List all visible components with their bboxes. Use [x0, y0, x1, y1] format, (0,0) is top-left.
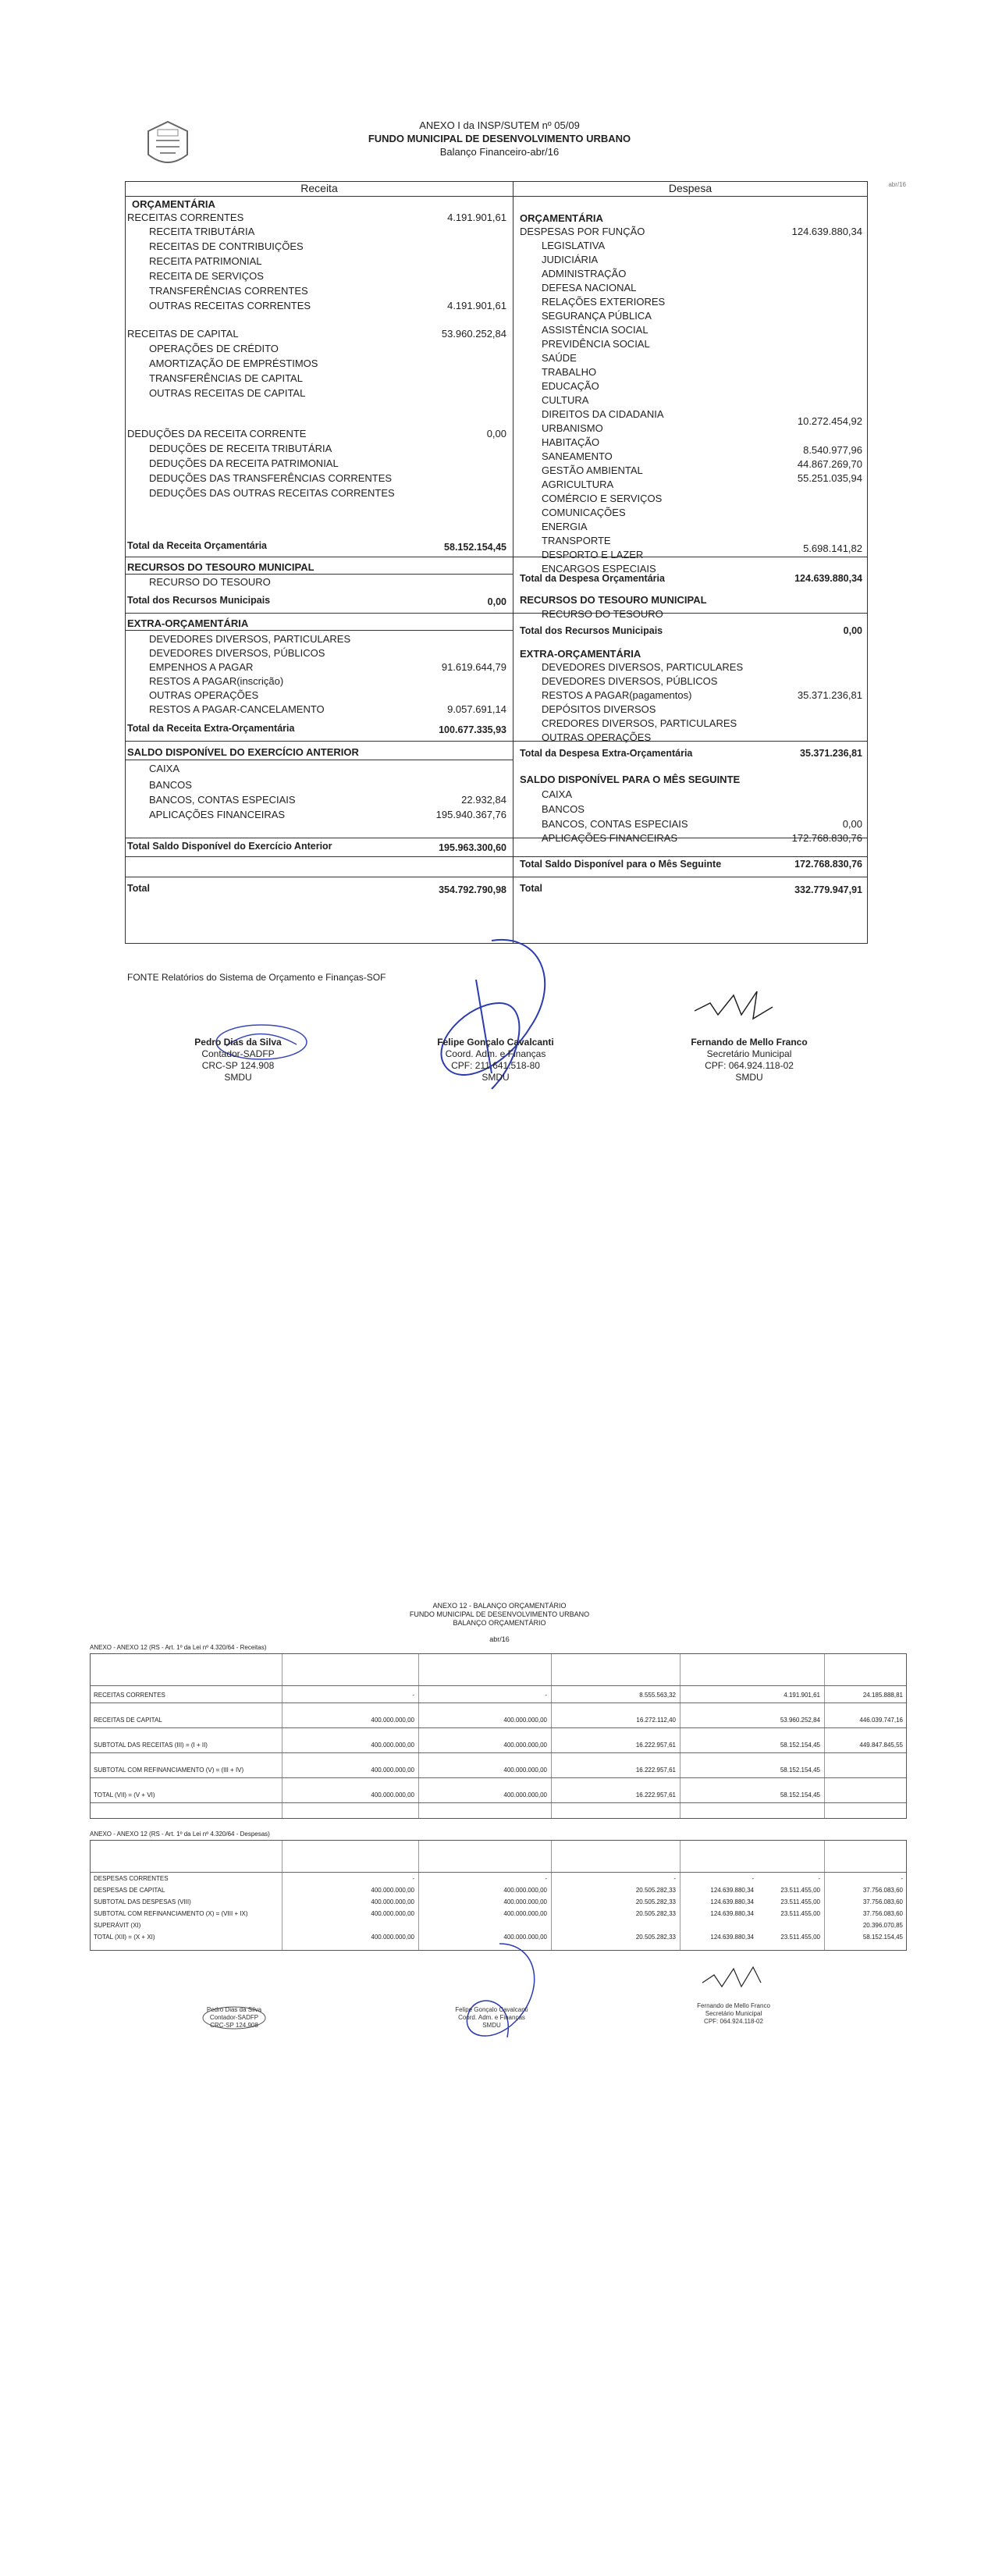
receita-total-label: Total da Receita Extra-Orçamentária — [127, 723, 295, 734]
page2-report-title: BALANÇO ORÇAMENTÁRIO — [453, 1619, 546, 1627]
page2-period: abr/16 — [489, 1635, 510, 1643]
receita-tesouro-title: RECURSOS DO TESOURO MUNICIPAL — [127, 561, 314, 573]
receita-value: 0,00 — [486, 428, 506, 439]
receita-value: 4.191.901,61 — [447, 212, 506, 223]
receita-row: BANCOS — [149, 779, 192, 791]
funcao-row: PREVIDÊNCIA SOCIAL — [542, 338, 650, 350]
receita-orcamentaria-title: ORÇAMENTÁRIA — [132, 198, 215, 210]
table-cell: 4.191.901,61 — [784, 1692, 820, 1699]
table-row-label: TOTAL (XII) = (X + XI) — [94, 1934, 155, 1941]
funcao-row: JUDICIÁRIA — [542, 254, 599, 265]
despesa-row: OUTRAS OPERAÇÕES — [542, 731, 652, 743]
source-note: FONTE Relatórios do Sistema de Orçamento e Finanças-SOF — [127, 972, 386, 983]
receitas-summary-table — [90, 1653, 907, 1819]
despesa-column-header: Despesa — [513, 182, 867, 197]
signer-doc: CPF: 064.924.118-02 — [705, 1060, 794, 1071]
table-cell: 20.505.282,33 — [635, 1910, 676, 1917]
despesa-total-label: Total Saldo Disponível para o Mês Seguinte — [520, 859, 722, 870]
receita-value: 4.191.901,61 — [447, 300, 506, 311]
table-cell: - — [818, 1875, 820, 1882]
funcao-row: TRABALHO — [542, 366, 597, 378]
funcao-row: ENERGIA — [542, 521, 588, 532]
table-cell: 53.960.252,84 — [780, 1717, 820, 1724]
signature-scribble-icon — [437, 1936, 554, 2053]
signer-doc: CPF: 064.924.118-02 — [704, 2018, 763, 2025]
receita-row: OPERAÇÕES DE CRÉDITO — [149, 343, 279, 354]
signature-block-3 — [656, 1037, 843, 1083]
table-cell: 16.222.957,61 — [635, 1791, 676, 1799]
despesa-total-label: Total dos Recursos Municipais — [520, 625, 663, 636]
table-cell: 37.756.083,60 — [862, 1910, 903, 1917]
table-cell: - — [673, 1875, 676, 1882]
despesa-total-value: 124.639.880,34 — [794, 573, 862, 584]
signer-role: Coord. Adm. e Finanças — [458, 2014, 525, 2021]
receita-value: 53.960.252,84 — [441, 328, 506, 340]
table-cell: 400.000.000,00 — [371, 1742, 414, 1749]
table-cell: 124.639.880,34 — [710, 1898, 754, 1905]
balance-table — [125, 181, 868, 944]
receita-column-header: Receita — [126, 182, 513, 197]
receita-row: RECEITAS DE CAPITAL — [127, 328, 239, 340]
despesa-row: CAIXA — [542, 788, 573, 800]
receita-grand-total-label: Total — [127, 883, 150, 894]
receita-total-label: Total Saldo Disponível do Exercício Anterior — [127, 841, 332, 852]
despesa-row: RESTOS A PAGAR(pagamentos) — [542, 689, 692, 701]
table-row-label: SUBTOTAL DAS RECEITAS (III) = (I + II) — [94, 1742, 208, 1749]
page2-signature-3 — [671, 2002, 796, 2026]
table-cell: - — [901, 1875, 903, 1882]
table-cell: 20.505.282,33 — [635, 1934, 676, 1941]
receita-total-value: 58.152.154,45 — [444, 542, 506, 553]
table-cell: 124.639.880,34 — [710, 1887, 754, 1894]
signer-role: Contador-SADFP — [209, 2014, 259, 2021]
receita-saldo-title: SALDO DISPONÍVEL DO EXERCÍCIO ANTERIOR — [127, 746, 359, 758]
despesa-value: 35.371.236,81 — [797, 689, 862, 701]
signer-role: Secretário Municipal — [706, 1048, 792, 1059]
funcao-row: ENCARGOS ESPECIAIS — [542, 563, 656, 575]
table-row-label: SUBTOTAL COM REFINANCIAMENTO (X) = (VIII + IX) — [94, 1910, 248, 1917]
table-row-label: RECEITAS DE CAPITAL — [94, 1717, 162, 1724]
signature-scribble-icon — [698, 1959, 769, 1998]
page2-signature-2 — [429, 2006, 554, 2030]
table-cell: 400.000.000,00 — [503, 1791, 547, 1799]
receita-row: DEDUÇÕES DE RECEITA TRIBUTÁRIA — [149, 443, 332, 454]
receita-row: RESTOS A PAGAR(inscrição) — [149, 675, 284, 687]
table-cell: 400.000.000,00 — [371, 1898, 414, 1905]
table2-caption: ANEXO - ANEXO 12 (RS - Art. 1º da Lei nº 4.320/64 - Despesas) — [90, 1831, 270, 1838]
receita-value: 22.932,84 — [461, 794, 506, 806]
table-cell: 23.511.455,00 — [780, 1910, 820, 1917]
receita-row: CAIXA — [149, 763, 180, 774]
receita-row: DEDUÇÕES DA RECEITA PATRIMONIAL — [149, 457, 339, 469]
funcao-row: DEFESA NACIONAL — [542, 282, 637, 294]
receita-row: RECEITA PATRIMONIAL — [149, 255, 262, 267]
funcao-row: HABITAÇÃO — [542, 436, 600, 448]
table-cell: 400.000.000,00 — [503, 1910, 547, 1917]
despesa-value: 55.251.035,94 — [797, 472, 862, 484]
receita-total-value: 0,00 — [487, 596, 506, 607]
table-cell: 58.152.154,45 — [780, 1742, 820, 1749]
despesa-row: APLICAÇÕES FINANCEIRAS — [542, 832, 678, 844]
table-cell: 400.000.000,00 — [503, 1887, 547, 1894]
table-cell: 23.511.455,00 — [780, 1934, 820, 1941]
receita-row: DEDUÇÕES DA RECEITA CORRENTE — [127, 428, 307, 439]
report-header — [297, 119, 702, 158]
despesa-value: 10.272.454,92 — [797, 415, 862, 427]
table-cell: 16.222.957,61 — [635, 1742, 676, 1749]
funcao-row: CULTURA — [542, 394, 589, 406]
despesa-total-value: 0,00 — [843, 625, 862, 636]
page2-signature-1 — [172, 2006, 297, 2030]
table-cell: 8.555.563,32 — [639, 1692, 676, 1699]
table-cell: 24.185.888,81 — [862, 1692, 903, 1699]
despesa-orcamentaria-title: ORÇAMENTÁRIA — [520, 212, 603, 224]
despesa-row: BANCOS, CONTAS ESPECIAIS — [542, 818, 688, 830]
receita-row: TRANSFERÊNCIAS DE CAPITAL — [149, 372, 303, 384]
receita-row: OUTRAS OPERAÇÕES — [149, 689, 259, 701]
funcao-row: AGRICULTURA — [542, 479, 614, 490]
funcao-row: DESPORTO E LAZER — [542, 549, 644, 560]
table-cell: 58.152.154,45 — [780, 1791, 820, 1799]
receita-row: DEVEDORES DIVERSOS, PÚBLICOS — [149, 647, 325, 659]
table-cell: 400.000.000,00 — [371, 1791, 414, 1799]
receita-row: AMORTIZAÇÃO DE EMPRÉSTIMOS — [149, 358, 318, 369]
funcao-row: ADMINISTRAÇÃO — [542, 268, 627, 279]
despesa-row: BANCOS — [542, 803, 585, 815]
table-cell: - — [752, 1875, 754, 1882]
table-cell: - — [545, 1692, 547, 1699]
signer-name: Pedro Dias da Silva — [194, 1037, 282, 1048]
receita-row: TRANSFERÊNCIAS CORRENTES — [149, 285, 308, 297]
table-cell: 400.000.000,00 — [503, 1934, 547, 1941]
funcao-row: COMUNICAÇÕES — [542, 507, 626, 518]
funcao-row: URBANISMO — [542, 422, 603, 434]
signer-doc: CPF: 211.641.518-80 — [451, 1060, 540, 1071]
receita-row: RESTOS A PAGAR-CANCELAMENTO — [149, 703, 325, 715]
table-cell: 58.152.154,45 — [862, 1934, 903, 1941]
receita-row: RECEITA TRIBUTÁRIA — [149, 226, 255, 237]
table-cell: - — [412, 1875, 414, 1882]
table-cell: 58.152.154,45 — [780, 1767, 820, 1774]
receita-row: RECEITAS CORRENTES — [127, 212, 244, 223]
table-cell: 20.505.282,33 — [635, 1898, 676, 1905]
signer-name: Pedro Dias da Silva — [206, 2006, 262, 2013]
receita-row: OUTRAS RECEITAS DE CAPITAL — [149, 387, 306, 399]
table-row-label: DESPESAS CORRENTES — [94, 1875, 169, 1882]
municipal-crest-icon — [140, 116, 195, 172]
page-reference: abr/16 — [888, 181, 906, 188]
despesa-tesouro-title: RECURSOS DO TESOURO MUNICIPAL — [520, 594, 707, 606]
despesa-row: DEVEDORES DIVERSOS, PARTICULARES — [542, 661, 744, 673]
signer-name: Felipe Gonçalo Cavalcanti — [437, 1037, 554, 1048]
despesa-row: DEPÓSITOS DIVERSOS — [542, 703, 656, 715]
funcao-row: SANEAMENTO — [542, 450, 613, 462]
report-subtitle: Balanço Financeiro-abr/16 — [439, 146, 560, 158]
receita-row: RECEITAS DE CONTRIBUIÇÕES — [149, 240, 304, 252]
receita-row: RECURSO DO TESOURO — [149, 576, 271, 588]
table-cell: 400.000.000,00 — [371, 1767, 414, 1774]
signature-block-1 — [140, 1037, 336, 1083]
receita-extra-title: EXTRA-ORÇAMENTÁRIA — [127, 617, 249, 629]
table-cell: 400.000.000,00 — [503, 1717, 547, 1724]
table-cell: 124.639.880,34 — [710, 1910, 754, 1917]
receita-value: 195.940.367,76 — [435, 809, 506, 820]
receita-total-value: 100.677.335,93 — [439, 724, 506, 735]
table-cell: 23.511.455,00 — [780, 1887, 820, 1894]
table-cell: 400.000.000,00 — [371, 1887, 414, 1894]
signer-name: Fernando de Mello Franco — [691, 1037, 808, 1048]
funcao-row: TRANSPORTE — [542, 535, 611, 546]
funcao-row: EDUCAÇÃO — [542, 380, 599, 392]
despesa-total-label: Total da Despesa Extra-Orçamentária — [520, 748, 693, 759]
table-cell: 37.756.083,60 — [862, 1898, 903, 1905]
signature-scribble-icon — [687, 980, 780, 1034]
table-cell: 16.272.112,40 — [636, 1717, 676, 1724]
table-cell: 449.847.845,55 — [859, 1742, 903, 1749]
despesa-total-value: 172.768.830,76 — [794, 859, 862, 870]
receita-row: APLICAÇÕES FINANCEIRAS — [149, 809, 286, 820]
funcao-row: DIREITOS DA CIDADANIA — [542, 408, 664, 420]
despesa-value: 172.768.830,76 — [791, 832, 862, 844]
despesas-summary-table — [90, 1840, 907, 1951]
page2-header — [328, 1602, 671, 1644]
table-cell: 400.000.000,00 — [503, 1898, 547, 1905]
receita-row: RECEITA DE SERVIÇOS — [149, 270, 264, 282]
despesa-grand-total-label: Total — [520, 883, 542, 894]
receita-row: DEVEDORES DIVERSOS, PARTICULARES — [149, 633, 351, 645]
signer-doc: SMDU — [482, 2022, 501, 2029]
table1-caption: ANEXO - ANEXO 12 (RS - Art. 1º da Lei nº 4.320/64 - Receitas) — [90, 1644, 267, 1651]
table-cell: - — [412, 1692, 414, 1699]
table-cell: 124.639.880,34 — [710, 1934, 754, 1941]
despesa-total-value: 35.371.236,81 — [800, 748, 862, 759]
table-row-label: TOTAL (VII) = (V + VI) — [94, 1791, 155, 1799]
signer-role: Secretário Municipal — [705, 2010, 762, 2017]
receita-total-label: Total da Receita Orçamentária — [127, 540, 268, 551]
despesa-row: DESPESAS POR FUNÇÃO — [520, 226, 645, 237]
receita-total-label: Total dos Recursos Municipais — [127, 595, 271, 606]
table-cell: 446.039.747,16 — [859, 1717, 903, 1724]
funcao-row: SEGURANÇA PÚBLICA — [542, 310, 652, 322]
table-row-label: SUBTOTAL DAS DESPESAS (VIII) — [94, 1898, 191, 1905]
signer-name: Fernando de Mello Franco — [697, 2002, 770, 2009]
despesa-row: DEVEDORES DIVERSOS, PÚBLICOS — [542, 675, 718, 687]
funcao-row: SAÚDE — [542, 352, 577, 364]
table-cell: 20.505.282,33 — [635, 1887, 676, 1894]
signature-block-2 — [406, 1037, 585, 1083]
despesa-grand-total-value: 332.779.947,91 — [794, 884, 862, 895]
despesa-extra-title: EXTRA-ORÇAMENTÁRIA — [520, 648, 641, 660]
table-cell: - — [545, 1875, 547, 1882]
table-cell: 400.000.000,00 — [503, 1742, 547, 1749]
receita-value: 9.057.691,14 — [447, 703, 506, 715]
signer-org: SMDU — [482, 1072, 510, 1083]
table-cell: 400.000.000,00 — [371, 1934, 414, 1941]
annex-title: ANEXO I da INSP/SUTEM nº 05/09 — [419, 119, 580, 131]
page2-annex-title: ANEXO 12 - BALANÇO ORÇAMENTÁRIO — [432, 1602, 567, 1610]
signer-name: Felipe Gonçalo Cavalcanti — [455, 2006, 528, 2013]
receita-row: DEDUÇÕES DAS TRANSFERÊNCIAS CORRENTES — [149, 472, 393, 484]
despesa-total-label: Total da Despesa Orçamentária — [520, 573, 665, 584]
signer-doc: CRC-SP 124.908 — [210, 2022, 258, 2029]
despesa-saldo-title: SALDO DISPONÍVEL PARA O MÊS SEGUINTE — [520, 774, 741, 785]
table-row-label: SUBTOTAL COM REFINANCIAMENTO (V) = (III + IV) — [94, 1767, 244, 1774]
funcao-row: ASSISTÊNCIA SOCIAL — [542, 324, 649, 336]
table-cell: 16.222.957,61 — [635, 1767, 676, 1774]
despesa-value: 8.540.977,96 — [803, 444, 862, 456]
signer-role: Coord. Adm. e Finanças — [445, 1048, 546, 1059]
despesa-value: 0,00 — [842, 818, 862, 830]
receita-row: OUTRAS RECEITAS CORRENTES — [149, 300, 311, 311]
receita-grand-total-value: 354.792.790,98 — [439, 884, 506, 895]
signer-doc: CRC-SP 124.908 — [201, 1060, 275, 1071]
table-cell: 20.396.070,85 — [862, 1922, 903, 1929]
despesa-row: CREDORES DIVERSOS, PARTICULARES — [542, 717, 737, 729]
despesa-value: 124.639.880,34 — [791, 226, 862, 237]
funcao-row: RELAÇÕES EXTERIORES — [542, 296, 666, 308]
receita-value: 91.619.644,79 — [441, 661, 506, 673]
table-cell: 400.000.000,00 — [503, 1767, 547, 1774]
table-cell: 23.511.455,00 — [780, 1898, 820, 1905]
table-cell: 400.000.000,00 — [371, 1910, 414, 1917]
page2-fund-title: FUNDO MUNICIPAL DE DESENVOLVIMENTO URBANO — [409, 1610, 590, 1618]
receita-total-value: 195.963.300,60 — [439, 842, 506, 853]
funcao-row: GESTÃO AMBIENTAL — [542, 464, 643, 476]
table-row-label: SUPERÁVIT (XI) — [94, 1922, 141, 1929]
receita-row: BANCOS, CONTAS ESPECIAIS — [149, 794, 296, 806]
receita-row: DEDUÇÕES DAS OUTRAS RECEITAS CORRENTES — [149, 487, 395, 499]
table-cell: 37.756.083,60 — [862, 1887, 903, 1894]
table-row-label: DESPESAS DE CAPITAL — [94, 1887, 165, 1894]
table-row-label: RECEITAS CORRENTES — [94, 1692, 165, 1699]
funcao-row: COMÉRCIO E SERVIÇOS — [542, 493, 663, 504]
signer-org: SMDU — [735, 1072, 763, 1083]
signer-org: SMDU — [224, 1072, 252, 1083]
despesa-value: 5.698.141,82 — [803, 543, 862, 554]
receita-row: EMPENHOS A PAGAR — [149, 661, 254, 673]
despesa-value: 44.867.269,70 — [797, 458, 862, 470]
table-cell: 400.000.000,00 — [371, 1717, 414, 1724]
fund-title: FUNDO MUNICIPAL DE DESENVOLVIMENTO URBANO — [368, 133, 631, 144]
signer-role: Contador-SADFP — [201, 1048, 275, 1059]
funcao-row: LEGISLATIVA — [542, 240, 606, 251]
despesa-row: RECURSO DO TESOURO — [542, 608, 663, 620]
